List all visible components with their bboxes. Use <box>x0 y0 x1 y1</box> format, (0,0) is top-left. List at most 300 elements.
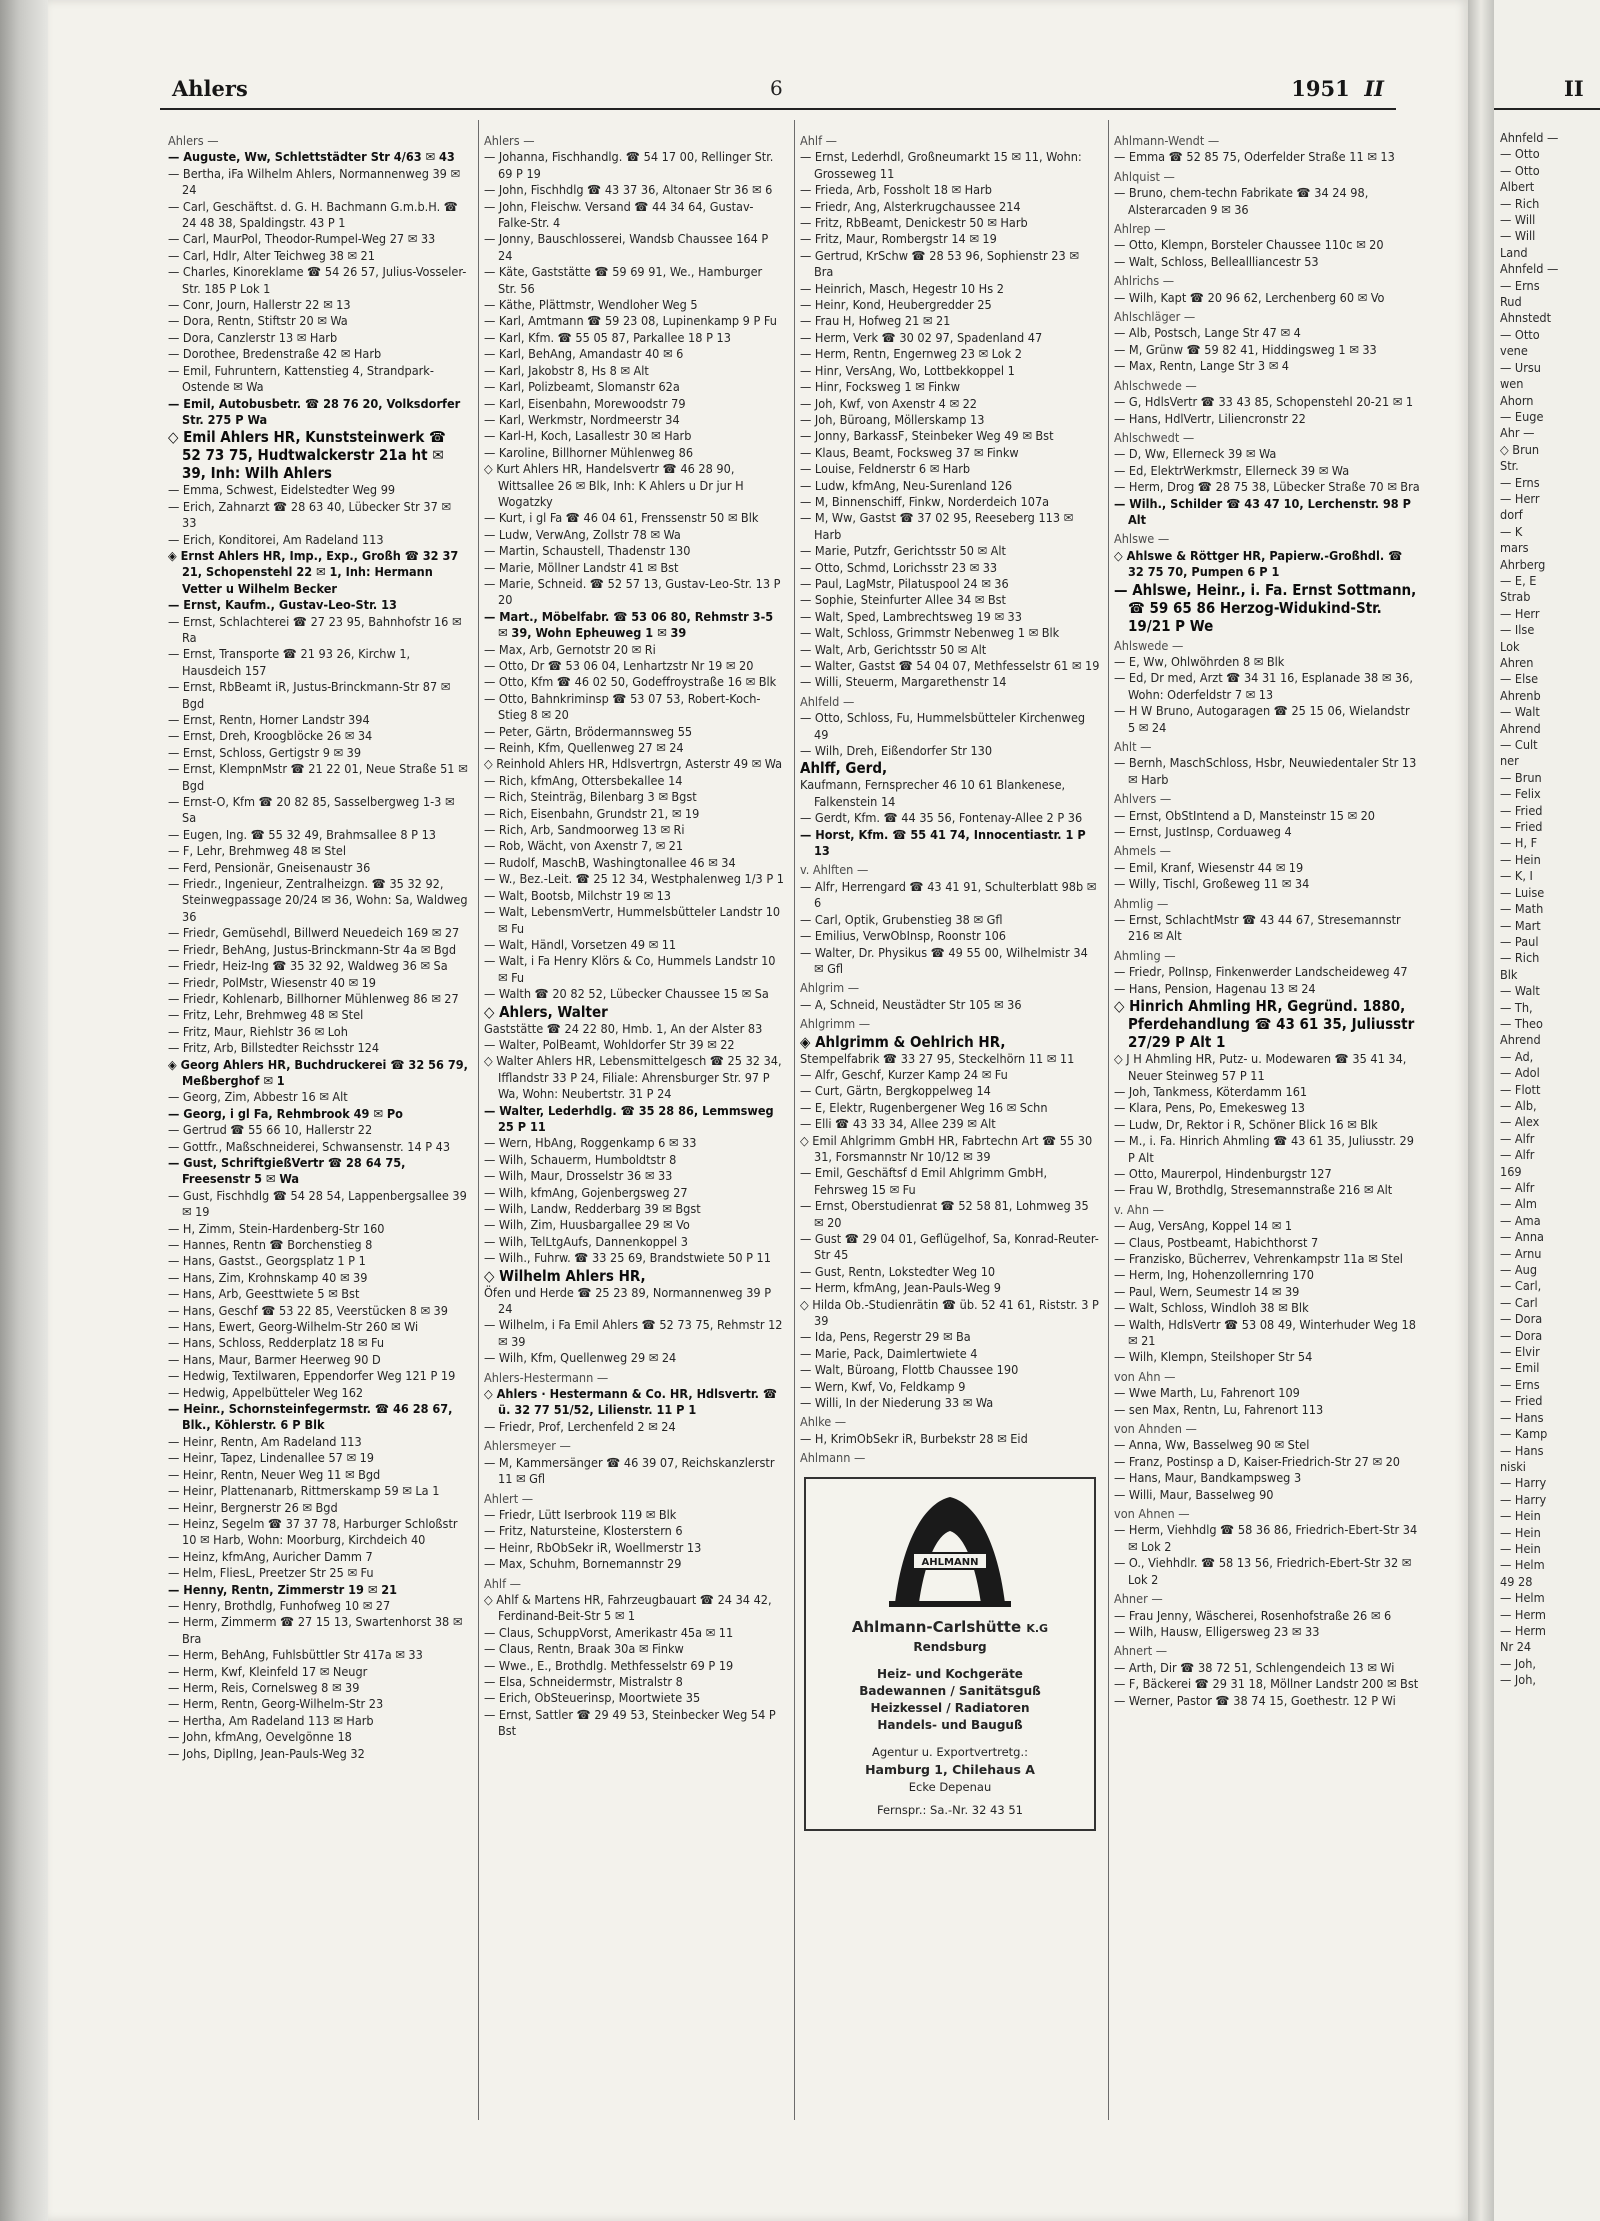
directory-entry: — Friedr, Lütt Iserbrook 119 ✉ Blk <box>484 1506 677 1522</box>
directory-entry: Gaststätte ☎ 24 22 80, Hmb. 1, An der Alster 83 <box>484 1020 763 1036</box>
directory-entry: — Ernst, Schloss, Gertigstr 9 ✉ 39 <box>168 744 362 760</box>
next-page-line: — Will <box>1500 212 1536 228</box>
directory-column-1 <box>168 130 468 2210</box>
directory-entry: — Max, Schuhm, Bornemannstr 29 <box>484 1556 682 1572</box>
next-page-line: — Herm <box>1500 1622 1546 1638</box>
next-page-line: — Walt <box>1500 704 1540 720</box>
directory-entry: — M, Grünw ☎ 59 82 41, Hiddingsweg 1 ✉ 33 <box>1114 341 1377 357</box>
directory-entry: — Heinr, Rentn, Am Radeland 113 <box>168 1433 362 1449</box>
directory-entry: — Gust, SchriftgießVertr ☎ 28 64 75, Freesenstr 5 ✉ Wa <box>168 1154 406 1187</box>
directory-entry: — Joh, Tankmess, Köterdamm 161 <box>1114 1083 1308 1099</box>
book-binding <box>0 0 48 2221</box>
next-page-line: — Rich <box>1500 950 1540 966</box>
next-page-line: — Carl <box>1500 1294 1538 1310</box>
next-page-line: — Theo <box>1500 1015 1543 1031</box>
next-page-lines <box>1500 130 1600 1689</box>
directory-entry: — Bruno, chem-techn Fabrikate ☎ 34 24 98, Alsterarcaden 9 ✉ 36 <box>1114 185 1369 217</box>
next-page-line: Nr 24 <box>1500 1639 1532 1655</box>
next-page-line: ◇ Brun <box>1500 441 1540 457</box>
directory-entry: — Ernst, JustInsp, Corduaweg 4 <box>1114 824 1292 840</box>
next-page-line: — Alb, <box>1500 1097 1537 1113</box>
directory-entry: — Hinr, Focksweg 1 ✉ Finkw <box>800 379 961 395</box>
next-page-header-rule <box>1494 108 1600 110</box>
directory-entry: — Karoline, Billhorner Mühlenweg 86 <box>484 444 694 460</box>
directory-entry: ◈ Georg Ahlers HR, Buchdruckerei ☎ 32 56 79, Meßberghof ✉ 1 <box>168 1056 468 1088</box>
directory-entry: — Friedr, Heiz-Ing ☎ 35 32 92, Waldweg 36 ✉ Sa <box>168 958 448 974</box>
next-page-line: niski <box>1500 1458 1526 1474</box>
next-page-line: — Alm <box>1500 1196 1537 1212</box>
directory-entry: — Louise, Feldnerstr 6 ✉ Harb <box>800 461 971 477</box>
directory-entry: ◇ Hinrich Ahmling HR, Gegründ. 1880, Pferdehandlung ☎ 43 61 35, Juliusstr 27/29 P Alt 1 <box>1114 997 1415 1052</box>
directory-entry: — M, Kammersänger ☎ 46 39 07, Reichskanzlerstr 11 ✉ Gfl <box>484 1454 775 1487</box>
directory-entry: — Walt, Schloss, Windloh 38 ✉ Blk <box>1114 1300 1309 1316</box>
directory-entry: — Heinr., Schornsteinfegermstr. ☎ 46 28 67, Blk., Köhlerstr. 6 P Blk <box>168 1401 453 1433</box>
directory-entry: — Heinr, Plattenanarb, Rittmerskamp 59 ✉ La 1 <box>168 1483 440 1499</box>
page-gutter <box>1468 0 1494 2221</box>
directory-entry: — Wilh, Klempn, Steilshoper Str 54 <box>1114 1349 1313 1365</box>
directory-entry: — Rudolf, MaschB, Washingtonallee 46 ✉ 34 <box>484 854 736 870</box>
directory-entry: — Emma, Schwest, Eidelstedter Weg 99 <box>168 482 396 498</box>
directory-entry: — Walter, Lederhdlg. ☎ 35 28 86, Lemmsweg 25 P 11 <box>484 1102 774 1134</box>
next-page-line: Ahrend <box>1500 1032 1541 1048</box>
directory-entry: — Ernst, Dreh, Kroogblöcke 26 ✉ 34 <box>168 728 373 744</box>
directory-entry: — H, Zimm, Stein-Hardenberg-Str 160 <box>168 1220 385 1236</box>
directory-entry: — Heinr, Tapez, Lindenallee 57 ✉ 19 <box>168 1450 374 1466</box>
directory-entry: — Max, Rentn, Lange Str 3 ✉ 4 <box>1114 358 1290 374</box>
next-page-line: — Aug <box>1500 1262 1538 1278</box>
directory-entry: — Karl, Eisenbahn, Morewoodstr 79 <box>484 395 686 411</box>
surname-heading: Ahlvers — <box>1114 791 1172 807</box>
directory-entry: — Hinr, VersAng, Wo, Lottbekkoppel 1 <box>800 362 1015 378</box>
next-page-line: — Alfr <box>1500 1147 1535 1163</box>
directory-entry: — Claus, Postbeamt, Habichthorst 7 <box>1114 1234 1319 1250</box>
next-page-line: — Brun <box>1500 769 1542 785</box>
surname-heading: von Ahnen — <box>1114 1506 1190 1522</box>
next-page-line: Lok <box>1500 638 1520 654</box>
directory-entry: — Ernst, Transporte ☎ 21 93 26, Kirchw 1, Hausdeich 157 <box>168 646 411 678</box>
directory-entry: — Wilh., Schilder ☎ 43 47 10, Lerchenstr. 98 P Alt <box>1114 495 1411 527</box>
directory-entry: — Friedr, PolMstr, Wiesenstr 40 ✉ 19 <box>168 974 377 990</box>
next-page-line: — Alfr <box>1500 1180 1535 1195</box>
directory-entry: — John, kfmAng, Oevelgönne 18 <box>168 1729 352 1745</box>
directory-entry: — Henry, Brothdlg, Funhofweg 10 ✉ 27 <box>168 1597 391 1613</box>
directory-entry: — Hannes, Rentn ☎ Borchenstieg 8 <box>168 1237 373 1252</box>
directory-entry: — Hans, Schloss, Redderplatz 18 ✉ Fu <box>168 1335 385 1351</box>
next-page-line: — Will <box>1500 228 1536 244</box>
directory-entry: — Herm, kfmAng, Jean-Pauls-Weg 9 <box>800 1280 1001 1296</box>
ad-phone: Fernspr.: Sa.-Nr. 32 43 51 <box>877 1802 1023 1817</box>
directory-entry: — Sophie, Steinfurter Allee 34 ✉ Bst <box>800 592 1006 608</box>
directory-entry: — E, Ww, Ohlwöhrden 8 ✉ Blk <box>1114 653 1285 669</box>
directory-entry: — Ernst, Sattler ☎ 29 49 53, Steinbecker Weg 54 P Bst <box>484 1706 776 1739</box>
next-page-line: — Hans <box>1500 1409 1544 1425</box>
directory-entry: — Fritz, Lehr, Brehmweg 48 ✉ Stel <box>168 1007 364 1023</box>
surname-heading: Ahlrichs — <box>1114 273 1175 289</box>
directory-entry: — Alfr, Herrengard ☎ 43 41 91, Schulterblatt 98b ✉ 6 <box>800 878 1097 911</box>
surname-heading: Ahlers — <box>168 133 219 148</box>
directory-entry: — Fritz, Natursteine, Klosterstern 6 <box>484 1523 683 1539</box>
directory-entry: ◇ Emil Ahlgrimm GmbH HR, Fabrtechn Art ☎ 55 30 31, Forsmannstr Nr 10/12 ✉ 39 <box>800 1132 1093 1164</box>
directory-entry: — Gertrud, KrSchw ☎ 28 53 96, Sophienstr 23 ✉ Bra <box>800 247 1079 280</box>
directory-entry: ◇ J H Ahmling HR, Putz- u. Modewaren ☎ 35 41 34, Neuer Steinweg 57 P 11 <box>1114 1051 1407 1083</box>
directory-entry: — G, HdlsVertr ☎ 33 43 85, Schopenstehl 20-21 ✉ 1 <box>1114 394 1414 410</box>
directory-entry: — Ludw, Dr, Rektor i R, Schöner Blick 16 ✉ Blk <box>1114 1116 1378 1132</box>
directory-entry: — Herm, Verk ☎ 30 02 97, Spadenland 47 <box>800 329 1043 345</box>
ahlmann-advertisement <box>804 1477 1096 1831</box>
directory-entry: — Frau W, Brothdlg, Stresemannstraße 216 ✉ Alt <box>1114 1182 1393 1198</box>
header-surname: Ahlers <box>172 76 248 101</box>
directory-entry: — F, Bäckerei ☎ 29 31 18, Möllner Landstr 200 ✉ Bst <box>1114 1676 1419 1692</box>
directory-entry: — Karl, Jakobstr 8, Hs 8 ✉ Alt <box>484 362 649 378</box>
directory-entry: — Hans, Geschf ☎ 53 22 85, Veerstücken 8 ✉ 39 <box>168 1302 448 1318</box>
directory-entry: — Heinz, Segelm ☎ 37 37 78, Harburger Schloßstr 10 ✉ Harb, Wohn: Moorburg, Kirchdeich 40 <box>168 1515 458 1548</box>
directory-entry: — Herm, Kwf, Kleinfeld 17 ✉ Neugr <box>168 1663 368 1679</box>
surname-heading: Ahlersmeyer — <box>484 1438 571 1454</box>
directory-entry: Öfen und Herde ☎ 25 23 89, Normannenweg 39 P 24 <box>484 1284 772 1317</box>
next-page-line: — Helm <box>1500 1557 1545 1573</box>
next-page-line: — Th, <box>1500 999 1533 1015</box>
next-page-line: — Otto <box>1500 326 1540 342</box>
next-page-line: — Alfr <box>1500 1130 1535 1146</box>
next-page-line: Ahnfeld — <box>1500 130 1559 145</box>
directory-entry: — Walter, Gastst ☎ 54 04 07, Methfesselstr 61 ✉ 19 <box>800 658 1100 673</box>
directory-entry: — Elsa, Schneidermstr, Mistralstr 8 <box>484 1673 683 1689</box>
surname-heading: Ahmling — <box>1114 947 1176 963</box>
next-page-line: — Fried <box>1500 819 1543 835</box>
next-page-line: Land <box>1500 244 1528 260</box>
next-page-line: — Else <box>1500 671 1539 687</box>
next-page-line: — Hein <box>1500 1508 1541 1524</box>
directory-entry: — Herm, Viehhdlg ☎ 58 36 86, Friedrich-Ebert-Str 34 ✉ Lok 2 <box>1114 1522 1418 1554</box>
directory-entry: Ahlff, Gerd, <box>800 759 888 778</box>
directory-entry: — Herm, Ing, Hohenzollernring 170 <box>1114 1267 1314 1283</box>
next-page-line: — Ursu <box>1500 359 1541 375</box>
surname-heading: Ahlers — <box>484 133 535 148</box>
directory-entry: Kaufmann, Fernsprecher 46 10 61 Blankenese, Falkenstein 14 <box>800 777 1066 809</box>
next-page-line: — Otto <box>1500 146 1540 162</box>
directory-entry: ◇ Ahlers · Hestermann & Co. HR, Hdlsvertr. ☎ ü. 32 77 51/52, Lilienstr. 11 P 1 <box>484 1386 778 1418</box>
directory-entry: — Otto, Kfm ☎ 46 02 50, Godeffroystraße 16 ✉ Blk <box>484 674 777 690</box>
directory-entry: — Ed, ElektrWerkmstr, Ellerneck 39 ✉ Wa <box>1114 462 1350 478</box>
logo-text: AHLMANN <box>921 1556 979 1568</box>
directory-entry: — Conr, Journ, Hallerstr 22 ✉ 13 <box>168 297 351 313</box>
directory-entry: — Emil, Fuhruntern, Kattenstieg 4, Strandpark-Ostende ✉ Wa <box>168 362 434 395</box>
directory-entry: — Herm, Rentn, Engernweg 23 ✉ Lok 2 <box>800 346 1023 362</box>
directory-entry: — Wilh, Zim, Huusbargallee 29 ✉ Vo <box>484 1217 690 1233</box>
header-part: II <box>1364 76 1384 101</box>
directory-entry: Stempelfabrik ☎ 33 27 95, Steckelhörn 11 ✉ 11 <box>800 1050 1075 1066</box>
next-page-line: — Joh, <box>1500 1655 1536 1671</box>
directory-entry: — Karl, Polizbeamt, Slomanstr 62a <box>484 379 680 395</box>
directory-entry: — Reinh, Kfm, Quellenweg 27 ✉ 24 <box>484 740 684 756</box>
directory-entry: — Mart., Möbelfabr. ☎ 53 06 80, Rehmstr 3-5 ✉ 39, Wohn Epheuweg 1 ✉ 39 <box>484 608 774 641</box>
directory-entry: — Hans, HdlVertr, Liliencronstr 22 <box>1114 410 1306 426</box>
directory-entry: — Joh, Kwf, von Axenstr 4 ✉ 22 <box>800 395 977 411</box>
directory-entry: — Heinr, Kond, Heubergredder 25 <box>800 297 992 313</box>
next-page-line: — Hein <box>1500 1540 1541 1556</box>
directory-entry: — Marie, Schneid. ☎ 52 57 13, Gustav-Leo-Str. 13 P 20 <box>484 575 781 608</box>
surname-heading: Ahmlig — <box>1114 895 1169 911</box>
directory-entry: — Hans, Arb, Geesttwiete 5 ✉ Bst <box>168 1286 360 1302</box>
next-page-line: — Mart <box>1500 917 1541 933</box>
directory-entry: — Rich, Eisenbahn, Grundstr 21, ✉ 19 <box>484 805 700 821</box>
directory-entry: — Georg, Zim, Abbestr 16 ✉ Alt <box>168 1089 348 1105</box>
next-page-line: — Hein <box>1500 1524 1541 1540</box>
surname-heading: Ahlschwedt — <box>1114 429 1195 445</box>
directory-entry: — Elli ☎ 43 33 34, Allee 239 ✉ Alt <box>800 1116 996 1132</box>
directory-entry: — Ludw, VerwAng, Zollstr 78 ✉ Wa <box>484 526 681 542</box>
directory-entry: — Gust, Fischhdlg ☎ 54 28 54, Lappenbergsallee 39 ✉ 19 <box>168 1187 467 1220</box>
surname-heading: von Ahnden — <box>1114 1421 1197 1437</box>
surname-heading: Ahlt — <box>1114 739 1152 754</box>
directory-entry: — Wern, Kwf, Vo, Feldkamp 9 <box>800 1378 966 1394</box>
surname-heading: Ahlke — <box>800 1414 847 1430</box>
next-page-line: Ahrend <box>1500 720 1541 736</box>
directory-entry: — Claus, SchuppVorst, Amerikastr 45a ✉ 11 <box>484 1624 734 1640</box>
directory-entry: — Hans, Maur, Barmer Heerweg 90 D <box>168 1351 381 1367</box>
directory-entry: — Rich, Arb, Sandmoorweg 13 ✉ Ri <box>484 822 685 838</box>
directory-entry: — Gust ☎ 29 04 01, Geflügelhof, Sa, Konrad-Reuter-Str 45 <box>800 1231 1099 1263</box>
ad-product: Handels- und Bauguß <box>877 1717 1023 1732</box>
next-page-line: — Joh, <box>1500 1672 1536 1688</box>
directory-entry: — A, Schneid, Neustädter Str 105 ✉ 36 <box>800 996 1022 1012</box>
surname-heading: Ahlers-Hestermann — <box>484 1369 609 1385</box>
directory-entry: ◇ Ahlf & Martens HR, Fahrzeugbauart ☎ 24 34 42, Ferdinand-Beit-Str 5 ✉ 1 <box>484 1591 772 1624</box>
surname-heading: Ahlf — <box>484 1575 521 1591</box>
directory-entry: — Carl, Geschäftst. d. G. H. Bachmann G.m.b.H. ☎ 24 48 38, Spaldingstr. 43 P 1 <box>168 198 458 231</box>
header-year: 1951 <box>1291 76 1350 101</box>
directory-entry: — Wilh, Maur, Drosselstr 36 ✉ 33 <box>484 1168 673 1184</box>
directory-entry: — Fritz, Maur, Rombergstr 14 ✉ 19 <box>800 231 997 247</box>
surname-heading: v. Ahn — <box>1114 1201 1164 1217</box>
directory-entry: — Wilh, Landw, Redderbarg 39 ✉ Bgst <box>484 1201 701 1216</box>
surname-heading: Ahlswede — <box>1114 637 1184 653</box>
directory-entry: — Karl, BehAng, Amandastr 40 ✉ 6 <box>484 346 684 362</box>
directory-entry: — Walt, Bootsb, Milchstr 19 ✉ 13 <box>484 887 672 903</box>
directory-entry: ◈ Ernst Ahlers HR, Imp., Exp., Großh ☎ 32 37 21, Schopenstehl 22 ✉ 1, Inh: Hermann Vetter u Wilhelm Becker <box>168 547 459 596</box>
directory-entry: — Carl, Optik, Grubenstieg 38 ✉ Gfl <box>800 911 1003 927</box>
directory-entry: — Herm, Zimmerm ☎ 27 15 13, Swartenhorst 38 ✉ Bra <box>168 1614 463 1646</box>
directory-entry: — Gottfr., Maßschneiderei, Schwansenstr. 14 P 43 <box>168 1138 451 1154</box>
page-number: 6 <box>770 76 783 100</box>
directory-entry: — Friedr, PolInsp, Finkenwerder Landscheideweg 47 <box>1114 964 1408 980</box>
directory-entry: — Eugen, Ing. ☎ 55 32 49, Brahmsallee 8 P 13 <box>168 826 436 842</box>
next-page-line: dorf <box>1500 507 1523 523</box>
directory-entry: — Erich, Zahnarzt ☎ 28 63 40, Lübecker Str 37 ✉ 33 <box>168 498 451 531</box>
directory-column-4 <box>1114 130 1420 2210</box>
surname-heading: v. Ahlften — <box>800 862 869 878</box>
directory-entry: — Walt, Büroang, Flottb Chaussee 190 <box>800 1362 1019 1378</box>
directory-entry: — Franz, Postinsp a D, Kaiser-Friedrich-Str 27 ✉ 20 <box>1114 1453 1400 1469</box>
directory-entry: — Herm, Rentn, Georg-Wilhelm-Str 23 <box>168 1696 384 1712</box>
directory-entry: — Herm, Drog ☎ 28 75 38, Lübecker Straße 70 ✉ Bra <box>1114 479 1420 495</box>
directory-entry: — Hans, Maur, Bandkampsweg 3 <box>1114 1470 1302 1486</box>
next-page-line: — Elvir <box>1500 1344 1540 1360</box>
directory-entry: — Rich, Steinträg, Bilenbarg 3 ✉ Bgst <box>484 789 697 805</box>
directory-entry: ◇ Wilhelm Ahlers HR, <box>484 1266 646 1285</box>
ad-company-suffix: K.G <box>1026 1621 1049 1635</box>
directory-entry: — Wilh., Fuhrw. ☎ 33 25 69, Brandstwiete 50 P 11 <box>484 1250 771 1266</box>
directory-entry: — Friedr, Kohlenarb, Billhorner Mühlenweg 86 ✉ 27 <box>168 990 459 1006</box>
next-page-line: — Erns <box>1500 1376 1540 1392</box>
next-page-line: — Paul <box>1500 933 1539 949</box>
ad-company-name <box>816 1619 1084 1637</box>
next-page-line: — Adol <box>1500 1065 1540 1081</box>
directory-entry: — Ernst, Oberstudienrat ☎ 52 58 81, Lohmweg 35 ✉ 20 <box>800 1198 1089 1230</box>
directory-entry: — Otto, Maurerpol, Hindenburgstr 127 <box>1114 1165 1332 1181</box>
directory-column-3 <box>800 130 1100 2210</box>
directory-entry: — Hans, Zim, Krohnskamp 40 ✉ 39 <box>168 1269 368 1285</box>
directory-entry: — Ferd, Pensionär, Gneisenaustr 36 <box>168 859 371 875</box>
directory-entry: — Marie, Möllner Landstr 41 ✉ Bst <box>484 559 679 575</box>
header-year-part <box>1291 76 1384 101</box>
next-page-line: 169 <box>1500 1163 1522 1179</box>
directory-entry: — Frau Jenny, Wäscherei, Rosenhofstraße 26 ✉ 6 <box>1114 1607 1392 1623</box>
directory-entry: — Wilh, Dreh, Eißendorfer Str 130 <box>800 743 993 759</box>
next-page-line: — Herr <box>1500 605 1540 621</box>
surname-heading: von Ahn — <box>1114 1368 1176 1384</box>
next-page-line: wen <box>1500 376 1524 392</box>
directory-entry: — M., i. Fa. Hinrich Ahmling ☎ 43 61 35, Juliusstr. 29 P Alt <box>1114 1133 1414 1165</box>
directory-entry: — Martin, Schaustell, Thadenstr 130 <box>484 543 691 559</box>
directory-entry: — Willy, Tischl, Großeweg 11 ✉ 34 <box>1114 876 1310 892</box>
surname-heading: Ahlrep — <box>1114 221 1166 237</box>
directory-entry: — Walter, Dr. Physikus ☎ 49 55 00, Wilhelmistr 34 ✉ Gfl <box>800 944 1088 976</box>
directory-entry: — Johs, DiplIng, Jean-Pauls-Weg 32 <box>168 1745 365 1761</box>
directory-entry: — Klara, Pens, Po, Emekesweg 13 <box>1114 1100 1305 1116</box>
directory-entry: — H W Bruno, Autogaragen ☎ 25 15 06, Wielandstr 5 ✉ 24 <box>1114 703 1410 735</box>
next-page-line: — Ad, <box>1500 1048 1534 1064</box>
column-3-entries <box>800 133 1100 1467</box>
next-page-line: — H, F <box>1500 835 1538 851</box>
directory-entry: — Klaus, Beamt, Focksweg 37 ✉ Finkw <box>800 444 1019 460</box>
directory-entry: ◇ Ahlers, Walter <box>484 1002 608 1021</box>
next-page-line: ner <box>1500 753 1519 769</box>
directory-entry: — Alfr, Geschf, Kurzer Kamp 24 ✉ Fu <box>800 1066 1008 1082</box>
directory-entry: — Heinr, Rentn, Neuer Weg 11 ✉ Bgd <box>168 1466 381 1482</box>
next-page-line: Albert <box>1500 179 1535 195</box>
directory-entry: — Peter, Gärtn, Brödermannsweg 55 <box>484 723 693 739</box>
directory-entry: — Ernst, KlempnMstr ☎ 21 22 01, Neue Straße 51 ✉ Bgd <box>168 761 468 793</box>
directory-entry: — Hertha, Am Radeland 113 ✉ Harb <box>168 1712 374 1728</box>
next-page-line: — Felix <box>1500 786 1541 802</box>
directory-entry: — Ernst, RbBeamt iR, Justus-Brinckmann-Str 87 ✉ Bgd <box>168 679 451 711</box>
directory-entry: — Horst, Kfm. ☎ 55 41 74, Innocentiastr. 1 P 13 <box>800 826 1086 859</box>
directory-entry: ◇ Kurt Ahlers HR, Handelsvertr ☎ 46 28 90, Wittsallee 26 ✉ Blk, Inh: K Ahlers u Dr jur H Wogatzky <box>484 461 744 509</box>
directory-entry: — John, Fleischw. Versand ☎ 44 34 64, Gustav-Falke-Str. 4 <box>484 198 754 231</box>
next-page-line: — Herr <box>1500 490 1540 506</box>
next-page-line: Blk <box>1500 966 1518 982</box>
directory-entry: — Jonny, BarkassF, Steinbeker Weg 49 ✉ Bst <box>800 428 1054 444</box>
directory-entry: — H, KrimObSekr iR, Burbekstr 28 ✉ Eid <box>800 1430 1028 1446</box>
surname-heading: Ahlswe — <box>1114 531 1170 547</box>
surname-heading: Ahmels — <box>1114 843 1171 859</box>
directory-entry: — Claus, Rentn, Braak 30a ✉ Finkw <box>484 1641 684 1657</box>
column-rule <box>478 120 479 2120</box>
directory-entry: — Dorothee, Bredenstraße 42 ✉ Harb <box>168 346 382 362</box>
directory-entry: — Charles, Kinoreklame ☎ 54 26 57, Julius-Vosseler-Str. 185 P Lok 1 <box>168 264 467 296</box>
directory-entry: ◇ Reinhold Ahlers HR, Hdlsvertrgn, Asterstr 49 ✉ Wa <box>484 756 783 772</box>
directory-entry: — Ernst, SchlachtMstr ☎ 43 44 67, Stresemannstr 216 ✉ Alt <box>1114 912 1401 944</box>
directory-entry: — Frau H, Hofweg 21 ✉ 21 <box>800 313 951 329</box>
directory-entry: — Heinrich, Masch, Hegestr 10 Hs 2 <box>800 280 1004 296</box>
directory-entry: — Wilh, kfmAng, Gojenbergsweg 27 <box>484 1184 688 1200</box>
directory-entry: — Hans, Pension, Hagenau 13 ✉ 24 <box>1114 980 1316 996</box>
next-page-line: — Fried <box>1500 1393 1543 1409</box>
next-page-line: Ahrberg <box>1500 556 1546 572</box>
directory-entry: — Wwe., E., Brothdlg. Methfesselstr 69 P 19 <box>484 1657 734 1673</box>
directory-entry: — Kurt, i gl Fa ☎ 46 04 61, Frenssenstr 50 ✉ Blk <box>484 510 759 526</box>
next-page-line: Ahr — <box>1500 425 1535 441</box>
surname-heading: Ahlfeld — <box>800 693 855 709</box>
directory-entry: — Heinr, Bergnerstr 26 ✉ Bgd <box>168 1499 338 1515</box>
directory-entry: — Carl, Hdlr, Alter Teichweg 38 ✉ 21 <box>168 247 375 263</box>
next-page-line: — Hans <box>1500 1442 1544 1458</box>
directory-entry: ◇ Ahlswe & Röttger HR, Papierw.-Großhdl. ☎ 32 75 70, Pumpen 6 P 1 <box>1114 547 1403 580</box>
next-page-line: — Euge <box>1500 408 1544 424</box>
next-page-line: Ahorn <box>1500 392 1534 408</box>
next-page-edge <box>1494 0 1600 2221</box>
directory-entry: — Helm, FliesL, Preetzer Str 25 ✉ Fu <box>168 1565 374 1581</box>
next-page-line: — Walt <box>1500 983 1540 999</box>
directory-entry: — Marie, Pack, Daimlertwiete 4 <box>800 1345 978 1361</box>
next-page-line: — Erns <box>1500 277 1540 293</box>
ad-address: Hamburg 1, Chilehaus A <box>865 1761 1035 1777</box>
column-rule <box>1108 120 1109 2120</box>
directory-entry: — Karl, Werkmstr, Nordmeerstr 34 <box>484 411 680 427</box>
directory-entry: — Heinz, kfmAng, Auricher Damm 7 <box>168 1548 373 1564</box>
directory-entry: — Walt, LebensmVertr, Hummelsbütteler Landstr 10 ✉ Fu <box>484 904 781 936</box>
directory-entry: — Ernst, Rentn, Horner Landstr 394 <box>168 712 370 727</box>
directory-entry: — Friedr, BehAng, Justus-Brinckmann-Str 4a ✉ Bgd <box>168 941 457 957</box>
page-header <box>160 74 1396 110</box>
directory-entry: — Otto, Klempn, Borsteler Chaussee 110c ✉ 20 <box>1114 237 1384 253</box>
directory-entry: — Ernst, Kaufm., Gustav-Leo-Str. 13 <box>168 597 397 613</box>
directory-entry: — Dora, Canzlerstr 13 ✉ Harb <box>168 329 338 345</box>
directory-entry: — Walt, Arb, Gerichtsstr 50 ✉ Alt <box>800 641 987 657</box>
directory-entry: — Ahlswe, Heinr., i. Fa. Ernst Sottmann, ☎ 59 65 86 Herzog-Widukind-Str. 19/21 P We <box>1114 580 1417 635</box>
directory-entry: — Friedr, Prof, Lerchenfeld 2 ✉ 24 <box>484 1418 676 1434</box>
directory-entry: — Ernst, ObStIntend a D, Mansteinstr 15 ✉ 20 <box>1114 807 1376 823</box>
directory-entry: ◈ Ahlgrimm & Oehlrich HR, <box>800 1032 1006 1051</box>
directory-entry: — Walt, Schloss, Belleallliancestr 53 <box>1114 253 1319 269</box>
next-page-line: — Dora <box>1500 1311 1543 1327</box>
directory-entry: — Carl, MaurPol, Theodor-Rumpel-Weg 27 ✉ 33 <box>168 231 436 247</box>
directory-entry: — Otto, Schmd, Lorichsstr 23 ✉ 33 <box>800 559 998 575</box>
directory-entry: — Curt, Gärtn, Bergkoppelweg 14 <box>800 1083 991 1099</box>
next-page-line: — K, I <box>1500 868 1533 884</box>
directory-entry: — Hans, Gastst., Georgsplatz 1 P 1 <box>168 1253 366 1269</box>
next-page-line: — Alex <box>1500 1114 1540 1130</box>
directory-entry: — Herm, BehAng, Fuhlsbüttler Str 417a ✉ 33 <box>168 1647 423 1663</box>
surname-heading: Ahlgrimm — <box>800 1016 871 1032</box>
next-page-line: Rud <box>1500 294 1522 310</box>
directory-entry: — Aug, VersAng, Koppel 14 ✉ 1 <box>1114 1218 1293 1234</box>
directory-entry: — E, Elektr, Rugenbergener Weg 16 ✉ Schn <box>800 1099 1048 1115</box>
directory-entry: — sen Max, Rentn, Lu, Fahrenort 113 <box>1114 1401 1324 1417</box>
directory-entry: — Walth ☎ 20 82 52, Lübecker Chaussee 15 ✉ Sa <box>484 986 769 1002</box>
directory-entry: — Otto, Bahnkriminsp ☎ 53 07 53, Robert-Koch-Stieg 8 ✉ 20 <box>484 690 761 723</box>
directory-entry: — Otto, Schloss, Fu, Hummelsbütteler Kirchenweg 49 <box>800 710 1086 742</box>
directory-entry: — Friedr., Ingenieur, Zentralheizgn. ☎ 35 32 92, Steinwegpassage 20/24 ✉ 36, Wohn: Sa, Waldweg 36 <box>168 876 468 924</box>
directory-entry: — Wilhelm, i Fa Emil Ahlers ☎ 52 73 75, Rehmstr 12 ✉ 39 <box>484 1317 783 1349</box>
next-page-line: Strab <box>1500 589 1531 605</box>
directory-entry: — Wwe Marth, Lu, Fahrenort 109 <box>1114 1385 1300 1401</box>
directory-entry: — Rob, Wächt, von Axenstr 7, ✉ 21 <box>484 838 684 854</box>
directory-entry: — Wilh, Kapt ☎ 20 96 62, Lerchenberg 60 ✉ Vo <box>1114 289 1385 305</box>
directory-entry: — Friedr, Gemüsehdl, Billwerd Neuedeich 169 ✉ 27 <box>168 925 460 941</box>
next-page-line: — Harry <box>1500 1491 1547 1507</box>
